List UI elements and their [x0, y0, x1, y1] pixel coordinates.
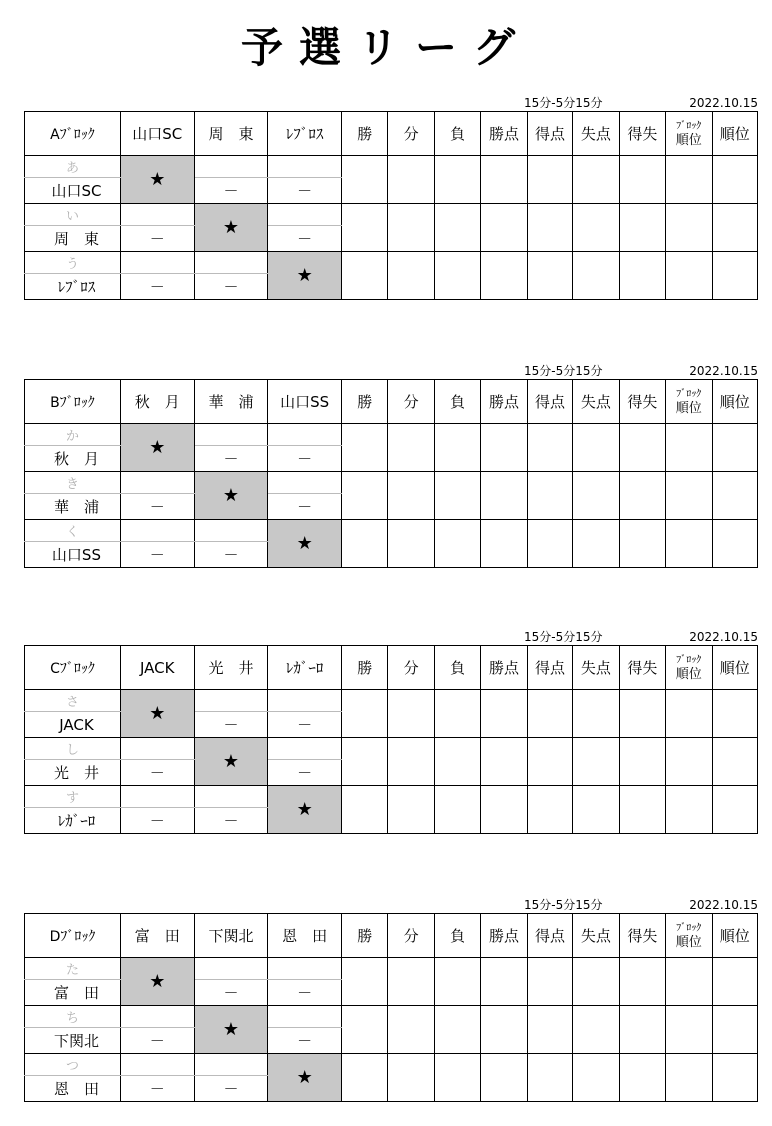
- match-score-cell: [194, 156, 268, 178]
- stat-cell: [619, 424, 665, 472]
- stat-cell: [619, 690, 665, 738]
- stat-column-header: 負: [434, 646, 480, 690]
- stat-cell: [527, 520, 572, 568]
- self-match-cell: ★: [268, 786, 342, 834]
- stat-cell: [342, 958, 388, 1006]
- team-name: ﾚｶﾞｰﾛ: [25, 808, 121, 834]
- stat-cell: [342, 1006, 388, 1054]
- stat-cell: [481, 204, 527, 252]
- block-rank-line1: ﾌﾞﾛｯｸ: [676, 388, 702, 400]
- stat-column-header: 負: [434, 380, 480, 424]
- block-rank-line1: ﾌﾞﾛｯｸ: [676, 120, 702, 132]
- stat-cell: [527, 252, 572, 300]
- match-result-cell: －: [120, 494, 194, 520]
- rank-header: 順位: [712, 646, 758, 690]
- stat-cell: [434, 204, 480, 252]
- stat-cell: [434, 520, 480, 568]
- stat-cell: [666, 786, 712, 834]
- match-score-cell: [120, 252, 194, 274]
- stat-cell: [342, 520, 388, 568]
- stat-cell: [342, 252, 388, 300]
- team-reading: き: [25, 472, 121, 494]
- stat-column-header: 勝: [342, 112, 388, 156]
- stat-column-header: 得失: [619, 914, 665, 958]
- match-score-cell: [194, 252, 268, 274]
- stat-cell: [481, 252, 527, 300]
- stat-cell: [481, 958, 527, 1006]
- stat-column-header: 得点: [527, 914, 572, 958]
- team-column-header: 秋 月: [120, 380, 194, 424]
- self-match-cell: ★: [120, 690, 194, 738]
- team-reading: く: [25, 520, 121, 542]
- stat-column-header: 失点: [573, 914, 619, 958]
- stat-cell: [434, 738, 480, 786]
- stat-cell: [666, 204, 712, 252]
- team-reading: い: [25, 204, 121, 226]
- match-format: 15分-5分15分: [524, 898, 603, 912]
- stat-cell: [712, 520, 758, 568]
- stat-column-header: 得点: [527, 112, 572, 156]
- stat-cell: [434, 958, 480, 1006]
- match-result-cell: －: [120, 226, 194, 252]
- match-score-cell: [268, 738, 342, 760]
- match-score-cell: [194, 1054, 268, 1076]
- stat-cell: [573, 156, 619, 204]
- self-match-cell: ★: [268, 520, 342, 568]
- match-result-cell: －: [194, 446, 268, 472]
- stat-cell: [712, 1006, 758, 1054]
- match-result-cell: －: [194, 980, 268, 1006]
- match-result-cell: －: [120, 760, 194, 786]
- block-label: Aﾌﾞﾛｯｸ: [25, 112, 121, 156]
- match-result-cell: －: [268, 1028, 342, 1054]
- stat-cell: [619, 786, 665, 834]
- stat-cell: [434, 786, 480, 834]
- block-label: Cﾌﾞﾛｯｸ: [25, 646, 121, 690]
- match-result-cell: －: [194, 712, 268, 738]
- stat-cell: [666, 472, 712, 520]
- stat-cell: [434, 156, 480, 204]
- team-column-header: ﾚﾌﾞﾛｽ: [268, 112, 342, 156]
- stat-cell: [573, 958, 619, 1006]
- stat-column-header: 失点: [573, 112, 619, 156]
- stat-cell: [712, 738, 758, 786]
- team-reading: ち: [25, 1006, 121, 1028]
- team-reading: し: [25, 738, 121, 760]
- stat-cell: [342, 690, 388, 738]
- team-row: [25, 1006, 758, 1028]
- stat-cell: [481, 156, 527, 204]
- stat-cell: [619, 156, 665, 204]
- match-result-cell: －: [194, 274, 268, 300]
- team-row: [25, 738, 758, 760]
- self-match-cell: ★: [120, 958, 194, 1006]
- stat-cell: [481, 786, 527, 834]
- block-rank-header: [666, 112, 712, 156]
- stat-cell: [342, 472, 388, 520]
- stat-cell: [573, 252, 619, 300]
- team-row: [25, 958, 758, 980]
- stat-cell: [666, 252, 712, 300]
- team-column-header: 下関北: [194, 914, 268, 958]
- match-result-cell: －: [268, 446, 342, 472]
- team-name: 山口SC: [25, 178, 121, 204]
- stat-cell: [388, 1006, 434, 1054]
- stat-cell: [388, 520, 434, 568]
- stat-cell: [481, 738, 527, 786]
- stat-cell: [619, 252, 665, 300]
- team-name: 恩 田: [25, 1076, 121, 1102]
- stat-cell: [666, 1006, 712, 1054]
- stat-cell: [573, 520, 619, 568]
- stat-column-header: 得点: [527, 646, 572, 690]
- stat-column-header: 得失: [619, 380, 665, 424]
- stat-cell: [712, 252, 758, 300]
- match-score-cell: [194, 786, 268, 808]
- match-result-cell: －: [268, 494, 342, 520]
- stat-cell: [342, 204, 388, 252]
- team-name: ﾚﾌﾞﾛｽ: [25, 274, 121, 300]
- match-score-cell: [120, 738, 194, 760]
- league-table: [24, 645, 758, 834]
- match-result-cell: －: [120, 1076, 194, 1102]
- stat-cell: [481, 690, 527, 738]
- team-row: [25, 786, 758, 808]
- team-column-header: 山口SC: [120, 112, 194, 156]
- stat-cell: [527, 1054, 572, 1102]
- stat-cell: [573, 786, 619, 834]
- match-score-cell: [268, 690, 342, 712]
- stat-column-header: 得失: [619, 646, 665, 690]
- match-result-cell: －: [120, 542, 194, 568]
- block-rank-header: [666, 646, 712, 690]
- match-score-cell: [268, 204, 342, 226]
- stat-cell: [342, 738, 388, 786]
- team-column-header: 華 浦: [194, 380, 268, 424]
- block-rank-line2: 順位: [675, 666, 702, 682]
- stat-cell: [573, 690, 619, 738]
- match-format: 15分-5分15分: [524, 364, 603, 378]
- block-rank-header: [666, 914, 712, 958]
- stat-cell: [712, 424, 758, 472]
- team-reading: あ: [25, 156, 121, 178]
- team-row: [25, 472, 758, 494]
- stat-column-header: 失点: [573, 646, 619, 690]
- block-rank-header: [666, 380, 712, 424]
- team-reading: か: [25, 424, 121, 446]
- stat-cell: [666, 958, 712, 1006]
- stat-column-header: 勝: [342, 646, 388, 690]
- stat-cell: [712, 786, 758, 834]
- team-column-header: ﾚｶﾞｰﾛ: [268, 646, 342, 690]
- team-row: [25, 156, 758, 178]
- match-score-cell: [194, 424, 268, 446]
- match-result-cell: －: [120, 274, 194, 300]
- match-result-cell: －: [120, 808, 194, 834]
- stat-cell: [573, 204, 619, 252]
- stat-column-header: 負: [434, 112, 480, 156]
- league-block: [24, 364, 758, 576]
- league-table: [24, 111, 758, 300]
- stat-cell: [481, 520, 527, 568]
- stat-cell: [527, 786, 572, 834]
- match-result-cell: －: [268, 712, 342, 738]
- self-match-cell: ★: [194, 204, 268, 252]
- stat-cell: [388, 156, 434, 204]
- stat-cell: [666, 520, 712, 568]
- match-format: 15分-5分15分: [524, 96, 603, 110]
- match-result-cell: －: [268, 178, 342, 204]
- match-date: 2022.10.15: [689, 630, 758, 644]
- match-date: 2022.10.15: [689, 96, 758, 110]
- stat-cell: [619, 1054, 665, 1102]
- block-rank-line2: 順位: [675, 400, 702, 416]
- team-row: [25, 690, 758, 712]
- team-row: [25, 1054, 758, 1076]
- stat-cell: [527, 204, 572, 252]
- block-rank-line1: ﾌﾞﾛｯｸ: [676, 654, 702, 666]
- stat-cell: [619, 204, 665, 252]
- match-date: 2022.10.15: [689, 898, 758, 912]
- stat-column-header: 勝: [342, 914, 388, 958]
- stat-cell: [527, 958, 572, 1006]
- stat-column-header: 負: [434, 914, 480, 958]
- stat-cell: [342, 786, 388, 834]
- stat-cell: [388, 204, 434, 252]
- team-column-header: 周 東: [194, 112, 268, 156]
- stat-cell: [527, 156, 572, 204]
- match-result-cell: －: [194, 808, 268, 834]
- rank-header: 順位: [712, 112, 758, 156]
- team-row: [25, 204, 758, 226]
- stat-cell: [712, 1054, 758, 1102]
- match-result-cell: －: [268, 226, 342, 252]
- stat-cell: [712, 156, 758, 204]
- league-table: [24, 913, 758, 1102]
- stat-cell: [619, 472, 665, 520]
- stat-cell: [434, 1006, 480, 1054]
- team-reading: つ: [25, 1054, 121, 1076]
- team-name: 秋 月: [25, 446, 121, 472]
- match-result-cell: －: [194, 542, 268, 568]
- league-table: [24, 379, 758, 568]
- self-match-cell: ★: [268, 252, 342, 300]
- match-result-cell: －: [194, 1076, 268, 1102]
- match-score-cell: [268, 958, 342, 980]
- stat-cell: [388, 472, 434, 520]
- team-name: 華 浦: [25, 494, 121, 520]
- stat-cell: [527, 690, 572, 738]
- stat-cell: [666, 424, 712, 472]
- stat-cell: [388, 690, 434, 738]
- stat-cell: [388, 786, 434, 834]
- rank-header: 順位: [712, 380, 758, 424]
- stat-column-header: 勝点: [481, 914, 527, 958]
- stat-cell: [712, 958, 758, 1006]
- team-column-header: 恩 田: [268, 914, 342, 958]
- block-rank-line1: ﾌﾞﾛｯｸ: [676, 922, 702, 934]
- stat-cell: [527, 424, 572, 472]
- match-result-cell: －: [120, 1028, 194, 1054]
- match-score-cell: [194, 520, 268, 542]
- stat-cell: [527, 472, 572, 520]
- stat-column-header: 勝: [342, 380, 388, 424]
- team-name: 山口SS: [25, 542, 121, 568]
- team-column-header: 山口SS: [268, 380, 342, 424]
- match-score-cell: [268, 424, 342, 446]
- match-score-cell: [194, 958, 268, 980]
- stat-cell: [388, 958, 434, 1006]
- team-column-header: 光 井: [194, 646, 268, 690]
- stat-column-header: 得点: [527, 380, 572, 424]
- match-result-cell: －: [268, 760, 342, 786]
- stat-cell: [388, 252, 434, 300]
- stat-column-header: 分: [388, 380, 434, 424]
- stat-column-header: 分: [388, 112, 434, 156]
- team-reading: う: [25, 252, 121, 274]
- team-row: [25, 424, 758, 446]
- stat-cell: [481, 1006, 527, 1054]
- self-match-cell: ★: [194, 472, 268, 520]
- stat-column-header: 失点: [573, 380, 619, 424]
- stat-column-header: 勝点: [481, 112, 527, 156]
- stat-cell: [573, 424, 619, 472]
- team-name: 周 東: [25, 226, 121, 252]
- block-rank-line2: 順位: [675, 132, 702, 148]
- stat-column-header: 分: [388, 914, 434, 958]
- match-score-cell: [194, 690, 268, 712]
- stat-cell: [481, 472, 527, 520]
- stat-cell: [527, 1006, 572, 1054]
- self-match-cell: ★: [268, 1054, 342, 1102]
- match-date: 2022.10.15: [689, 364, 758, 378]
- team-row: [25, 252, 758, 274]
- self-match-cell: ★: [120, 156, 194, 204]
- match-score-cell: [120, 204, 194, 226]
- match-result-cell: －: [268, 980, 342, 1006]
- self-match-cell: ★: [194, 1006, 268, 1054]
- match-result-cell: －: [194, 178, 268, 204]
- stat-cell: [666, 690, 712, 738]
- team-row: [25, 520, 758, 542]
- stat-cell: [666, 1054, 712, 1102]
- stat-cell: [388, 424, 434, 472]
- block-rank-line2: 順位: [675, 934, 702, 950]
- match-score-cell: [268, 472, 342, 494]
- team-reading: た: [25, 958, 121, 980]
- league-block: [24, 96, 758, 308]
- self-match-cell: ★: [120, 424, 194, 472]
- match-score-cell: [120, 1054, 194, 1076]
- team-name: 富 田: [25, 980, 121, 1006]
- stat-cell: [573, 472, 619, 520]
- block-label: Bﾌﾞﾛｯｸ: [25, 380, 121, 424]
- stat-cell: [388, 738, 434, 786]
- stat-cell: [434, 472, 480, 520]
- stat-cell: [527, 738, 572, 786]
- stat-column-header: 得失: [619, 112, 665, 156]
- stat-cell: [619, 520, 665, 568]
- match-score-cell: [120, 472, 194, 494]
- stat-cell: [434, 424, 480, 472]
- stat-cell: [388, 1054, 434, 1102]
- stat-cell: [342, 156, 388, 204]
- team-name: JACK: [25, 712, 121, 738]
- stat-cell: [573, 1054, 619, 1102]
- stat-cell: [342, 1054, 388, 1102]
- stat-cell: [434, 690, 480, 738]
- stat-cell: [712, 472, 758, 520]
- stat-cell: [666, 156, 712, 204]
- stat-cell: [573, 1006, 619, 1054]
- stat-cell: [342, 424, 388, 472]
- stat-column-header: 勝点: [481, 646, 527, 690]
- self-match-cell: ★: [194, 738, 268, 786]
- stat-cell: [434, 252, 480, 300]
- team-reading: す: [25, 786, 121, 808]
- stat-cell: [573, 738, 619, 786]
- team-name: 下関北: [25, 1028, 121, 1054]
- stat-cell: [712, 204, 758, 252]
- team-reading: さ: [25, 690, 121, 712]
- stat-column-header: 分: [388, 646, 434, 690]
- stat-cell: [434, 1054, 480, 1102]
- match-score-cell: [120, 1006, 194, 1028]
- page-title: 予選リーグ: [240, 23, 531, 72]
- match-score-cell: [268, 1006, 342, 1028]
- stat-cell: [666, 738, 712, 786]
- match-score-cell: [268, 156, 342, 178]
- team-column-header: 富 田: [120, 914, 194, 958]
- stat-cell: [481, 424, 527, 472]
- stat-cell: [619, 958, 665, 1006]
- league-block: [24, 898, 758, 1110]
- stat-cell: [712, 690, 758, 738]
- match-format: 15分-5分15分: [524, 630, 603, 644]
- stat-column-header: 勝点: [481, 380, 527, 424]
- team-column-header: JACK: [120, 646, 194, 690]
- stat-cell: [619, 738, 665, 786]
- match-score-cell: [120, 520, 194, 542]
- league-block: [24, 630, 758, 842]
- stat-cell: [619, 1006, 665, 1054]
- team-name: 光 井: [25, 760, 121, 786]
- match-score-cell: [120, 786, 194, 808]
- block-label: Dﾌﾞﾛｯｸ: [25, 914, 121, 958]
- rank-header: 順位: [712, 914, 758, 958]
- stat-cell: [481, 1054, 527, 1102]
